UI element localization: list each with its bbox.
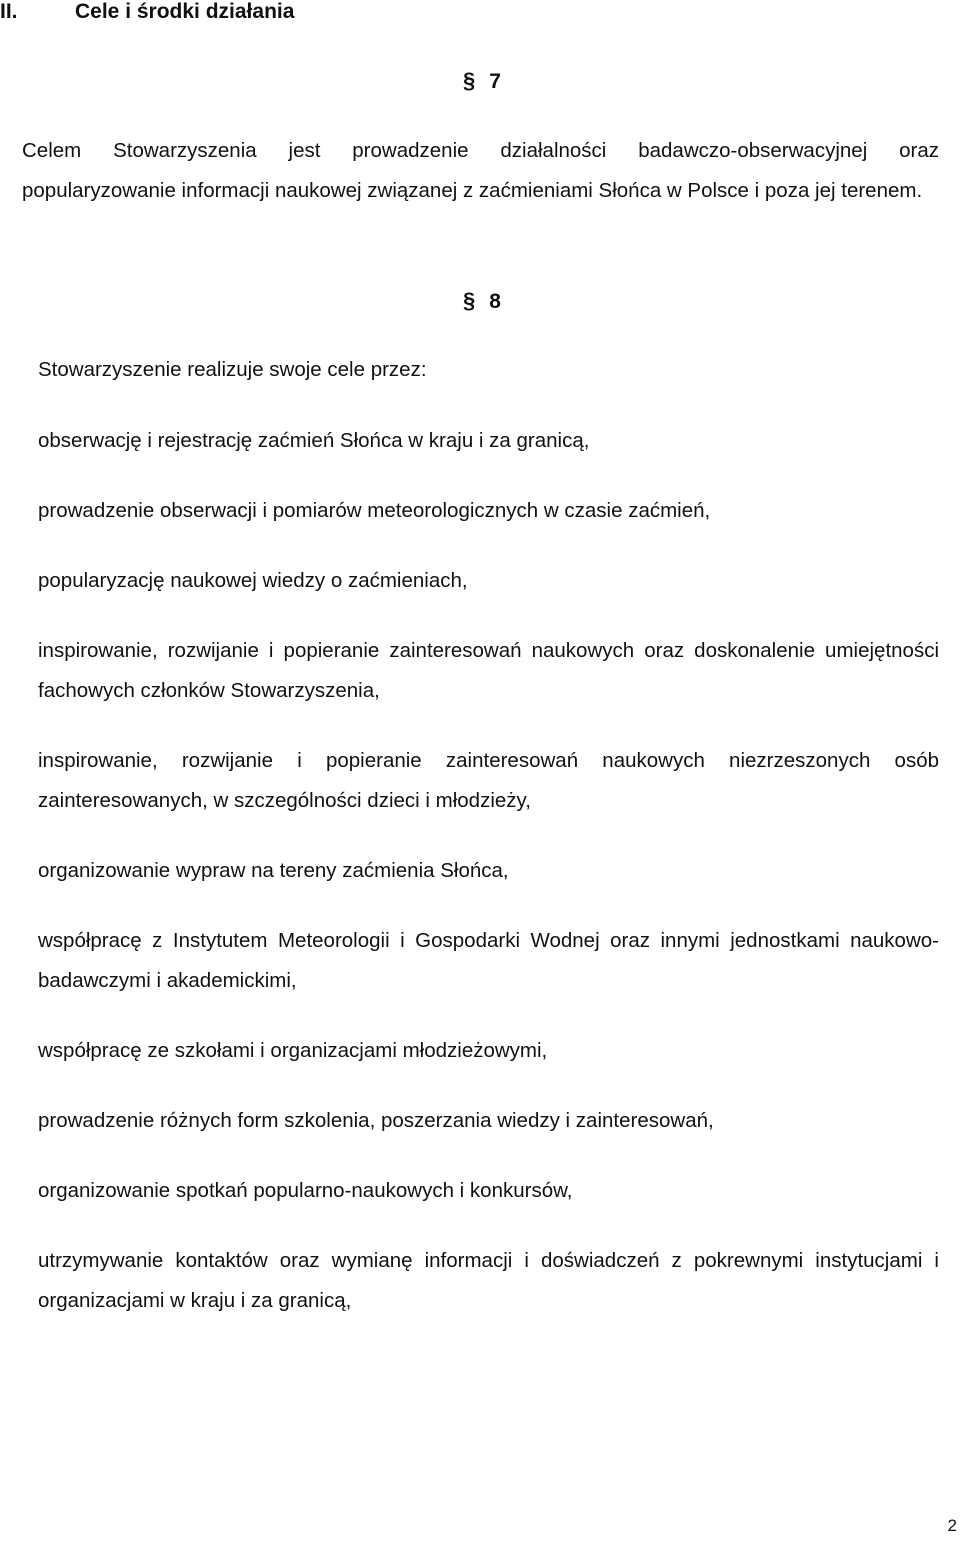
- list-item: prowadzenie obserwacji i pomiarów meteorologicznych w czasie zaćmień,: [38, 499, 711, 522]
- page-number: 2: [947, 1516, 957, 1535]
- list-item: popularyzację naukowej wiedzy o zaćmieniach,: [38, 569, 468, 592]
- section-number: 8: [489, 290, 501, 313]
- list-item: współpracę z Instytutem Meteorologii i Gospodarki Wodnej oraz innymi jednostkami naukowo-badawczymi i akademickimi,: [38, 929, 939, 992]
- list-item: współpracę ze szkołami i organizacjami młodzieżowymi,: [38, 1039, 548, 1062]
- chapter-heading: [0, 0, 294, 27]
- chapter-number: II.: [0, 0, 18, 23]
- chapter-title: Cele i środki działania: [75, 0, 295, 23]
- section-7-text: Celem Stowarzyszenia jest prowadzenie działalności badawczo-obserwacyjnej oraz popularyzowanie informacji naukowej związanej z zaćmieniami Słońca w Polsce i poza jej terenem.: [22, 139, 939, 202]
- list-item: inspirowanie, rozwijanie i popieranie zainteresowań naukowych niezrzeszonych osób zainteresowanych, w szczególności dzieci i młodzieży,: [38, 749, 939, 812]
- section-symbol: §: [463, 68, 476, 93]
- section-number: 7: [489, 70, 501, 93]
- list-item: organizowanie wypraw na tereny zaćmienia Słońca,: [38, 859, 509, 882]
- section-8-intro: Stowarzyszenie realizuje swoje cele przez:: [38, 358, 427, 381]
- list-item: utrzymywanie kontaktów oraz wymianę informacji i doświadczeń z pokrewnymi instytucjami i organizacjami w kraju i za granicą,: [38, 1249, 939, 1312]
- section-heading-7: [463, 66, 501, 97]
- list-item: inspirowanie, rozwijanie i popieranie zainteresowań naukowych oraz doskonalenie umiejętności fachowych członków Stowarzyszenia,: [38, 639, 939, 702]
- list-item: prowadzenie różnych form szkolenia, poszerzania wiedzy i zainteresowań,: [38, 1109, 714, 1132]
- list-item: obserwację i rejestrację zaćmień Słońca w kraju i za granicą,: [38, 429, 590, 452]
- section-heading-8: [463, 286, 501, 317]
- list-item: organizowanie spotkań popularno-naukowych i konkursów,: [38, 1179, 573, 1202]
- section-symbol: §: [463, 288, 476, 313]
